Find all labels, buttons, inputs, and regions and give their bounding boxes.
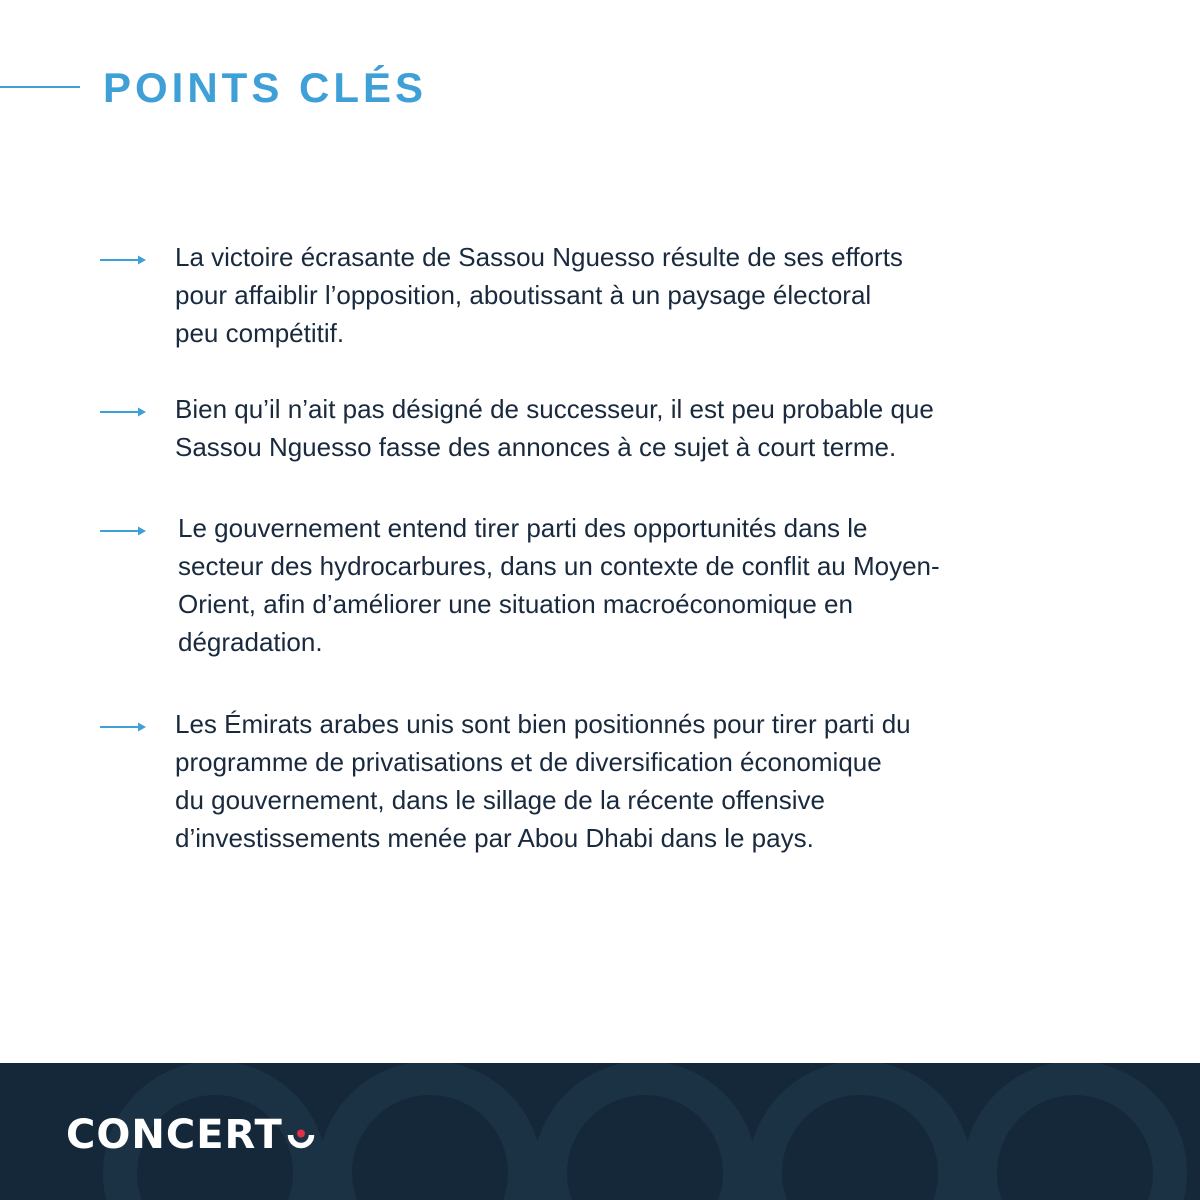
key-point-line: Sassou Nguesso fasse des annonces à ce sujet à court terme. bbox=[175, 432, 897, 462]
key-point-line: d’investissements menée par Abou Dhabi dans le pays. bbox=[175, 823, 814, 853]
key-point-line: peu compétitif. bbox=[175, 318, 345, 348]
key-point-line: dégradation. bbox=[178, 627, 323, 657]
key-point-line: Bien qu’il n’ait pas désigné de successeur, il est peu probable que bbox=[175, 394, 934, 424]
arrow-right-icon bbox=[100, 406, 148, 418]
footer-bar bbox=[0, 1063, 1200, 1200]
arrow-right-icon bbox=[100, 525, 148, 537]
arrow-right-icon bbox=[100, 721, 148, 733]
key-point-line: pour affaiblir l’opposition, aboutissant à un paysage électoral bbox=[175, 280, 872, 310]
logo-wordmark: CONCERT bbox=[66, 1112, 283, 1158]
key-point-line: Les Émirats arabes unis sont bien positionnés pour tirer parti du bbox=[175, 709, 911, 739]
arrow-right-icon bbox=[100, 254, 148, 266]
key-point-text bbox=[175, 238, 1110, 352]
key-point-line: du gouvernement, dans le sillage de la récente offensive bbox=[175, 785, 825, 815]
key-point-text bbox=[175, 705, 1110, 857]
key-point-text bbox=[175, 390, 1110, 466]
key-point-line: La victoire écrasante de Sassou Nguesso résulte de ses efforts bbox=[175, 242, 903, 272]
logo-o-icon bbox=[286, 1120, 316, 1150]
key-point-text bbox=[178, 509, 1113, 661]
concerto-logo bbox=[66, 1113, 316, 1157]
key-point-line: programme de privatisations et de diversification économique bbox=[175, 747, 882, 777]
key-point-line: secteur des hydrocarbures, dans un contexte de conflit au Moyen- bbox=[178, 551, 940, 581]
header-rule bbox=[0, 86, 80, 88]
key-point-line: Le gouvernement entend tirer parti des opportunités dans le bbox=[178, 513, 868, 543]
page-title: POINTS CLÉS bbox=[103, 64, 428, 111]
key-point-line: Orient, afin d’améliorer une situation macroéconomique en bbox=[178, 589, 853, 619]
